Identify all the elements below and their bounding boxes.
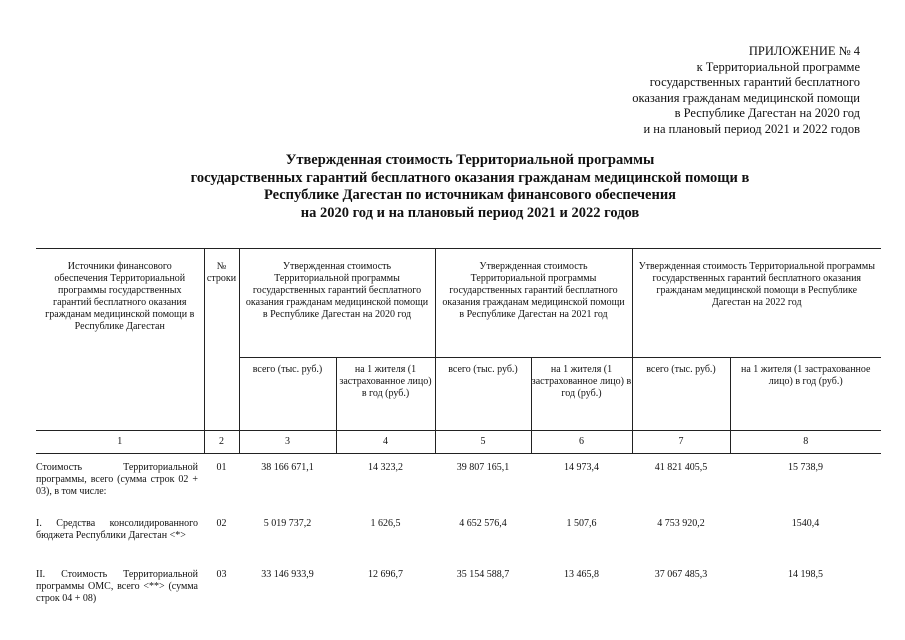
header-per-capita-2021: на 1 жителя (1 застрахованное лицо) в год (руб.) [531,358,632,431]
document-title [120,152,820,222]
column-number: 7 [632,431,730,454]
cell-total-2022: 4 753 920,2 [657,518,705,529]
header-group-2021: Утвержденная стоимость Территориальной программы государственных гарантий бесплатного оказания гражданам медицинской помощи в Республике Дагестан на 2021 год [435,249,632,358]
table-row [36,561,881,629]
financing-table [36,248,881,629]
column-number: 5 [435,431,531,454]
cell-total-2021: 35 154 588,7 [456,569,510,580]
header-per-capita-2022: на 1 жителя (1 застрахованное лицо) в год (руб.) [730,358,881,431]
appendix-line: ПРИЛОЖЕНИЕ № 4 [748,44,860,58]
cell-per-capita-2021: 13 465,8 [564,569,599,580]
appendix-line: государственных гарантий бесплатного [649,75,860,89]
cell-per-capita-2022: 15 738,9 [788,462,823,473]
appendix-line: в Республике Дагестан на 2020 год [674,106,860,120]
column-number: 4 [336,431,435,454]
header-per-capita-2020: на 1 жителя (1 застрахованное лицо) в год (руб.) [336,358,435,431]
row-code: 02 [216,518,227,529]
table-row [36,510,881,561]
title-line: Республике Дагестан по источникам финансового обеспечения [263,187,677,203]
table-header-row [36,249,881,358]
header-total-2022: всего (тыс. руб.) [632,358,730,431]
cell-per-capita-2020: 14 323,2 [368,462,403,473]
cell-per-capita-2020: 1 626,5 [370,518,401,529]
column-number: 6 [531,431,632,454]
table-row [36,454,881,511]
row-label: Стоимость Территориальной программы, всего (сумма строк 02 + 03), в том числе: [36,462,198,497]
row-label: I. Средства консолидированного бюджета Республики Дагестан <*> [36,518,198,541]
cell-per-capita-2022: 1540,4 [791,518,820,529]
title-line: на 2020 год и на плановый период 2021 и 2022 годов [300,204,640,221]
header-source: Источники финансового обеспечения Территориальной программы государственных гарантий бесплатного оказания гражданам медицинской помощи в Республике Дагестан [36,249,204,431]
title-line: Утвержденная стоимость Территориальной программы [285,152,655,168]
appendix-line: и на плановый период 2021 и 2022 годов [643,121,860,136]
cell-total-2021: 39 807 165,1 [456,462,510,473]
cell-per-capita-2020: 12 696,7 [368,569,403,580]
row-label: II. Стоимость Территориальной программы ОМС, всего <**> (сумма строк 04 + 08) [36,569,198,604]
header-group-2020: Утвержденная стоимость Территориальной программы государственных гарантий бесплатного оказания гражданам медицинской помощи в Республике Дагестан на 2020 год [239,249,435,358]
appendix-header [560,44,860,137]
title-line: государственных гарантий бесплатного оказания гражданам медицинской помощи в [190,169,750,186]
cell-per-capita-2021: 14 973,4 [564,462,599,473]
cell-total-2022: 41 821 405,5 [654,462,708,473]
header-total-2020: всего (тыс. руб.) [239,358,336,431]
column-number: 1 [36,431,204,454]
row-code: 03 [216,569,227,580]
row-code: 01 [216,462,227,473]
cell-total-2021: 4 652 576,4 [459,518,507,529]
cell-per-capita-2022: 14 198,5 [788,569,823,580]
cell-total-2020: 5 019 737,2 [263,518,312,529]
column-number: 3 [239,431,336,454]
header-group-2022: Утвержденная стоимость Территориальной программы государственных гарантий бесплатного оказания гражданам медицинской помощи в Республике Дагестан на 2022 год [632,249,881,358]
column-number-row [36,431,881,454]
column-number: 2 [204,431,239,454]
appendix-line: к Территориальной программе [696,59,860,74]
cell-total-2020: 38 166 671,1 [261,462,314,473]
header-total-2021: всего (тыс. руб.) [435,358,531,431]
column-number: 8 [730,431,881,454]
cell-total-2022: 37 067 485,3 [654,569,708,580]
cell-per-capita-2021: 1 507,6 [566,518,597,529]
appendix-line: оказания гражданам медицинской помощи [632,90,860,105]
header-row-number: № строки [204,249,239,431]
cell-total-2020: 33 146 933,9 [261,569,314,580]
